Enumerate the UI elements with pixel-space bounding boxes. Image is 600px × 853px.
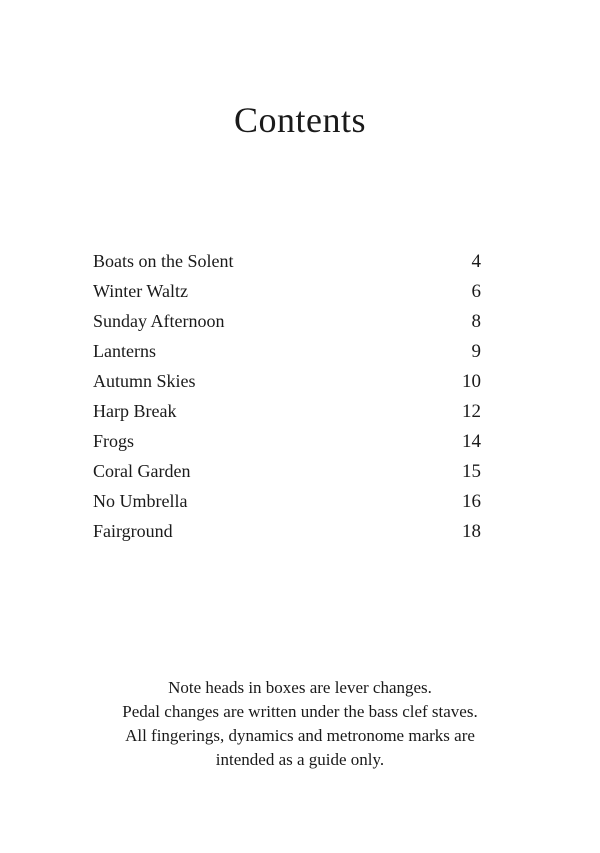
performance-notes bbox=[0, 676, 600, 772]
toc-entry-title: Harp Break bbox=[93, 401, 177, 421]
toc-entry-title: Autumn Skies bbox=[93, 371, 196, 391]
note-line: Pedal changes are written under the bass clef staves. bbox=[122, 702, 478, 721]
toc-entry-page: 12 bbox=[462, 401, 481, 422]
toc-entry-page: 6 bbox=[471, 281, 481, 302]
toc-entry-page: 4 bbox=[471, 251, 481, 272]
toc-entry-title: Fairground bbox=[93, 521, 173, 541]
toc-entry-page: 16 bbox=[462, 491, 481, 512]
note-line: All fingerings, dynamics and metronome marks are bbox=[125, 726, 475, 745]
toc-entry-page: 18 bbox=[462, 521, 481, 542]
toc-entry-title: Boats on the Solent bbox=[93, 251, 234, 271]
toc-entry-page: 10 bbox=[462, 371, 481, 392]
toc-entry-page: 14 bbox=[462, 431, 481, 452]
toc-entry-title: Frogs bbox=[93, 431, 135, 451]
toc-entry-page: 15 bbox=[462, 461, 481, 482]
toc-entry bbox=[93, 246, 481, 276]
toc-entry bbox=[93, 366, 481, 396]
page-title: Contents bbox=[233, 100, 366, 140]
note-line: Note heads in boxes are lever changes. bbox=[168, 678, 432, 697]
toc-entry bbox=[93, 456, 481, 486]
toc-entry bbox=[93, 486, 481, 516]
table-of-contents bbox=[93, 246, 481, 546]
toc-entry-title: Sunday Afternoon bbox=[93, 311, 225, 331]
toc-entry bbox=[93, 426, 481, 456]
toc-entry-title: Winter Waltz bbox=[93, 281, 188, 301]
toc-entry bbox=[93, 276, 481, 306]
note-line: intended as a guide only. bbox=[215, 750, 385, 769]
toc-entry bbox=[93, 306, 481, 336]
toc-entry bbox=[93, 336, 481, 366]
toc-entry-page: 9 bbox=[471, 341, 481, 362]
toc-entry-title: No Umbrella bbox=[93, 491, 188, 511]
toc-entry bbox=[93, 516, 481, 546]
toc-entry-title: Lanterns bbox=[93, 341, 156, 361]
toc-entry bbox=[93, 396, 481, 426]
toc-entry-title: Coral Garden bbox=[93, 461, 191, 481]
toc-entry-page: 8 bbox=[471, 311, 481, 332]
